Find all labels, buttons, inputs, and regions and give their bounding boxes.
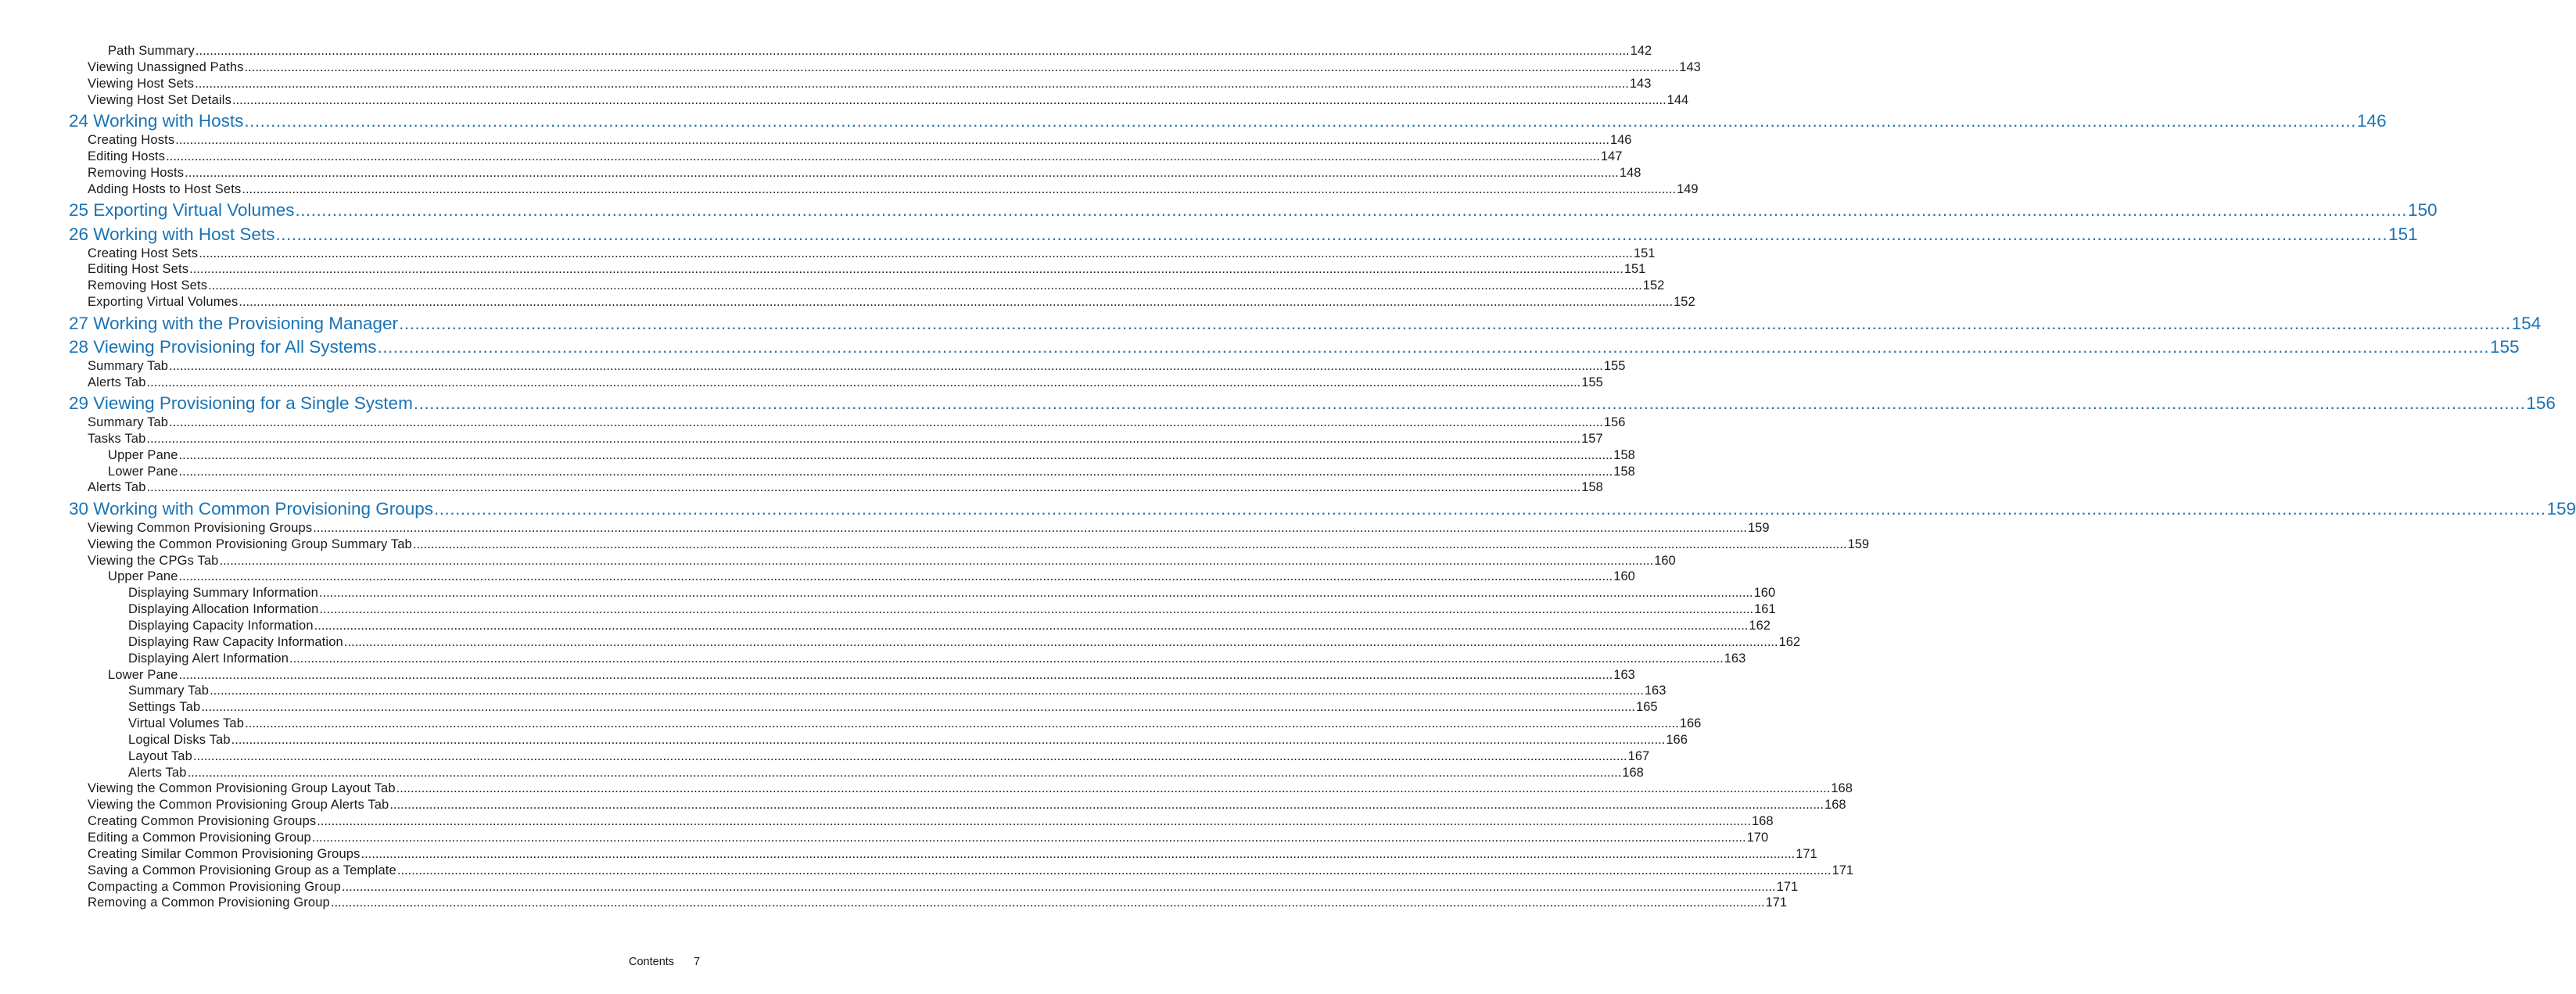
toc-entry-page: 152 [1642, 278, 1665, 292]
toc-entry-page: 156 [2526, 393, 2556, 413]
toc-entry-page: 158 [1613, 448, 1635, 462]
toc-entry-page: 171 [1765, 895, 1788, 910]
toc-dot-leader: ................................................................................................................................................................................................................................................................................................................................................................................................................ [210, 684, 1644, 698]
toc-entry-page: 154 [2511, 314, 2542, 333]
toc-entry-page: 161 [1754, 602, 1776, 616]
toc-entry-page: 168 [1831, 781, 1853, 795]
toc-entry-page: 147 [1600, 149, 1623, 163]
toc-dot-leader: ................................................................................................................................................................................................................................................................................................................................................................................................................ [244, 111, 2356, 131]
toc-entry-title: Removing Hosts [88, 166, 185, 180]
toc-entry-title: 24 Working with Hosts [69, 111, 244, 131]
toc-entry[interactable] [128, 618, 1771, 634]
toc-entry-title: Viewing Host Sets [88, 77, 195, 91]
toc-dot-leader: ................................................................................................................................................................................................................................................................................................................................................................................................................ [185, 166, 1619, 180]
toc-dot-leader: ................................................................................................................................................................................................................................................................................................................................................................................................................ [361, 847, 1796, 861]
toc-entry-title: Editing Host Sets [88, 262, 189, 276]
toc-chapter-entry[interactable] [69, 313, 2542, 335]
toc-dot-leader: ................................................................................................................................................................................................................................................................................................................................................................................................................ [295, 200, 2408, 220]
toc-entry-page: 168 [1752, 814, 1774, 828]
toc-entry-page: 151 [1623, 262, 1646, 276]
toc-entry-title: Lower Pane [108, 668, 178, 682]
toc-dot-leader: ................................................................................................................................................................................................................................................................................................................................................................................................................ [187, 766, 1622, 780]
toc-entry-page: 148 [1619, 166, 1641, 180]
toc-entry[interactable] [88, 76, 1652, 92]
toc-entry-page: 166 [1679, 716, 1702, 730]
toc-dot-leader: ................................................................................................................................................................................................................................................................................................................................................................................................................ [178, 668, 1613, 682]
toc-dot-leader: ................................................................................................................................................................................................................................................................................................................................................................................................................ [242, 182, 1677, 196]
toc-entry[interactable] [128, 732, 1688, 748]
toc-entry[interactable] [88, 879, 1799, 895]
toc-entry-title: Saving a Common Provisioning Group as a Template [88, 863, 396, 877]
toc-entry-title: Viewing Common Provisioning Groups [88, 521, 313, 535]
toc-entry-page: 162 [1778, 635, 1801, 649]
toc-entry-title: 27 Working with the Provisioning Manager [69, 314, 399, 333]
toc-entry[interactable] [128, 634, 1801, 651]
toc-entry-title: Alerts Tab [88, 375, 146, 389]
toc-dot-leader: ................................................................................................................................................................................................................................................................................................................................................................................................................ [396, 863, 1832, 877]
toc-entry-page: 158 [1613, 465, 1635, 479]
toc-entry[interactable] [88, 132, 1632, 149]
toc-entry-page: 163 [1724, 651, 1746, 666]
toc-entry[interactable] [108, 447, 1635, 464]
toc-dot-leader: ................................................................................................................................................................................................................................................................................................................................................................................................................ [343, 635, 1778, 649]
toc-entry-page: 146 [2356, 111, 2387, 131]
toc-entry-title: Creating Common Provisioning Groups [88, 814, 317, 828]
toc-entry-page: 151 [2388, 224, 2418, 244]
toc-entry[interactable] [88, 261, 1646, 278]
toc-entry-page: 170 [1746, 831, 1769, 845]
toc-entry-title: Alerts Tab [88, 480, 146, 494]
toc-entry-title: Viewing the CPGs Tab [88, 554, 219, 568]
toc-dot-leader: ................................................................................................................................................................................................................................................................................................................................................................................................................ [178, 569, 1613, 583]
toc-dot-leader: ................................................................................................................................................................................................................................................................................................................................................................................................................ [146, 480, 1581, 494]
toc-entry[interactable] [88, 431, 1603, 447]
toc-dot-leader: ................................................................................................................................................................................................................................................................................................................................................................................................................ [275, 224, 2388, 244]
toc-entry[interactable] [108, 569, 1635, 585]
toc-entry[interactable] [88, 797, 1846, 813]
toc-dot-leader: ................................................................................................................................................................................................................................................................................................................................................................................................................ [175, 133, 1609, 147]
toc-entry-page: 163 [1613, 668, 1635, 682]
toc-entry-title: Adding Hosts to Host Sets [88, 182, 242, 196]
toc-entry-title: Displaying Allocation Information [128, 602, 319, 616]
toc-entry[interactable] [88, 246, 1656, 262]
toc-dot-leader: ................................................................................................................................................................................................................................................................................................................................................................................................................ [434, 499, 2546, 519]
toc-dot-leader: ................................................................................................................................................................................................................................................................................................................................................................................................................ [341, 880, 1776, 894]
toc-entry[interactable] [88, 536, 1870, 553]
toc-dot-leader: ................................................................................................................................................................................................................................................................................................................................................................................................................ [189, 262, 1623, 276]
toc-dot-leader: ................................................................................................................................................................................................................................................................................................................................................................................................................ [219, 554, 1654, 568]
toc-dot-leader: ................................................................................................................................................................................................................................................................................................................................................................................................................ [178, 465, 1613, 479]
toc-entry[interactable] [88, 846, 1817, 863]
toc-entry-page: 171 [1776, 880, 1799, 894]
toc-chapter-entry[interactable] [69, 224, 2418, 246]
toc-entry-title: 25 Exporting Virtual Volumes [69, 200, 295, 220]
toc-entry-page: 162 [1749, 619, 1771, 633]
toc-entry-page: 166 [1666, 733, 1688, 747]
toc-entry-title: Settings Tab [128, 700, 201, 714]
toc-entry[interactable] [88, 375, 1603, 391]
toc-entry[interactable] [88, 92, 1689, 109]
toc-dot-leader: ................................................................................................................................................................................................................................................................................................................................................................................................................ [169, 359, 1603, 373]
toc-entry-page: 171 [1796, 847, 1817, 861]
toc-entry-page: 158 [1581, 480, 1603, 494]
toc-chapter-entry[interactable] [69, 336, 2520, 358]
toc-entry-title: Summary Tab [88, 359, 169, 373]
toc-entry-title: Creating Host Sets [88, 246, 199, 260]
toc-dot-leader: ................................................................................................................................................................................................................................................................................................................................................................................................................ [377, 337, 2490, 357]
toc-entry-page: 155 [1603, 359, 1626, 373]
toc-entry[interactable] [128, 716, 1702, 732]
toc-dot-leader: ................................................................................................................................................................................................................................................................................................................................................................................................................ [399, 314, 2511, 333]
toc-entry-page: 159 [1747, 521, 1770, 535]
toc-entry-title: Virtual Volumes Tab [128, 716, 245, 730]
toc-chapter-entry[interactable] [69, 498, 2576, 520]
toc-dot-leader: ................................................................................................................................................................................................................................................................................................................................................................................................................ [317, 814, 1751, 828]
toc-entry-title: Lower Pane [108, 465, 178, 479]
toc-entry[interactable] [128, 748, 1650, 765]
toc-entry[interactable] [108, 464, 1635, 480]
toc-dot-leader: ................................................................................................................................................................................................................................................................................................................................................................................................................ [245, 716, 1679, 730]
toc-entry-title: Viewing the Common Provisioning Group Summary Tab [88, 537, 412, 551]
footer-section-label: Contents [629, 956, 675, 968]
toc-dot-leader: ................................................................................................................................................................................................................................................................................................................................................................................................................ [146, 432, 1581, 446]
toc-dot-leader: ................................................................................................................................................................................................................................................................................................................................................................................................................ [314, 619, 1749, 633]
page-footer [0, 956, 746, 971]
toc-entry-page: 160 [1613, 569, 1635, 583]
toc-entry[interactable] [128, 651, 1746, 667]
toc-entry-title: 30 Working with Common Provisioning Groups [69, 499, 434, 519]
toc-dot-leader: ................................................................................................................................................................................................................................................................................................................................................................................................................ [330, 895, 1765, 910]
toc-entry[interactable] [128, 585, 1776, 601]
toc-dot-leader: ................................................................................................................................................................................................................................................................................................................................................................................................................ [201, 700, 1636, 714]
toc-dot-leader: ................................................................................................................................................................................................................................................................................................................................................................................................................ [239, 295, 1674, 309]
toc-entry[interactable] [88, 520, 1770, 536]
toc-entry-title: Upper Pane [108, 569, 178, 583]
toc-entry[interactable] [88, 59, 1701, 76]
toc-chapter-entry[interactable] [69, 393, 2556, 414]
toc-entry-title: Displaying Raw Capacity Information [128, 635, 343, 649]
toc-chapter-entry[interactable] [69, 110, 2387, 132]
toc-entry-page: 159 [1847, 537, 1870, 551]
toc-dot-leader: ................................................................................................................................................................................................................................................................................................................................................................................................................ [208, 278, 1642, 292]
toc-dot-leader: ................................................................................................................................................................................................................................................................................................................................................................................................................ [319, 602, 1754, 616]
toc-entry[interactable] [88, 358, 1626, 375]
toc-dot-leader: ................................................................................................................................................................................................................................................................................................................................................................................................................ [195, 77, 1629, 91]
toc-entry[interactable] [88, 553, 1676, 569]
toc-entry[interactable] [88, 149, 1623, 165]
toc-entry-page: 156 [1603, 415, 1626, 429]
toc-entry[interactable] [88, 278, 1665, 294]
toc-entry-title: Displaying Capacity Information [128, 619, 314, 633]
toc-entry-page: 142 [1630, 44, 1652, 58]
toc-dot-leader: ................................................................................................................................................................................................................................................................................................................................................................................................................ [244, 60, 1679, 74]
toc-entry[interactable] [128, 765, 1644, 781]
toc-entry-title: Alerts Tab [128, 766, 187, 780]
toc-entry-title: 26 Working with Host Sets [69, 224, 275, 244]
toc-entry[interactable] [128, 683, 1667, 699]
toc-entry-title: Exporting Virtual Volumes [88, 295, 239, 309]
toc-entry[interactable] [128, 699, 1658, 716]
toc-entry-page: 165 [1636, 700, 1658, 714]
toc-entry-page: 160 [1654, 554, 1676, 568]
toc-entry[interactable] [108, 43, 1652, 59]
toc-entry-title: Editing Hosts [88, 149, 166, 163]
toc-entry[interactable] [88, 294, 1695, 310]
toc-entry-title: Tasks Tab [88, 432, 146, 446]
toc-dot-leader: ................................................................................................................................................................................................................................................................................................................................................................................................................ [166, 149, 1600, 163]
toc-entry-title: Compacting a Common Provisioning Group [88, 880, 341, 894]
toc-entry-title: Summary Tab [128, 684, 210, 698]
toc-entry-page: 168 [1622, 766, 1644, 780]
toc-dot-leader: ................................................................................................................................................................................................................................................................................................................................................................................................................ [318, 586, 1753, 600]
toc-dot-leader: ................................................................................................................................................................................................................................................................................................................................................................................................................ [413, 393, 2526, 413]
toc-entry-title: Upper Pane [108, 448, 178, 462]
toc-entry-page: 163 [1644, 684, 1667, 698]
toc-entry[interactable] [88, 863, 1854, 879]
toc-entry-title: Creating Similar Common Provisioning Groups [88, 847, 361, 861]
toc-entry-page: 143 [1679, 60, 1701, 74]
toc-entry[interactable] [88, 780, 1853, 797]
toc-entry-page: 160 [1753, 586, 1776, 600]
toc-dot-leader: ................................................................................................................................................................................................................................................................................................................................................................................................................ [313, 521, 1747, 535]
toc-dot-leader: ................................................................................................................................................................................................................................................................................................................................................................................................................ [231, 93, 1667, 107]
toc-chapter-entry[interactable] [69, 199, 2438, 221]
toc-entry[interactable] [88, 165, 1641, 181]
toc-entry-title: Viewing the Common Provisioning Group Layout Tab [88, 781, 396, 795]
toc-entry[interactable] [88, 414, 1626, 431]
toc-dot-leader: ................................................................................................................................................................................................................................................................................................................................................................................................................ [396, 781, 1831, 795]
toc-entry-page: 155 [1581, 375, 1603, 389]
toc-entry-title: Creating Hosts [88, 133, 175, 147]
toc-dot-leader: ................................................................................................................................................................................................................................................................................................................................................................................................................ [389, 798, 1824, 812]
toc-entry-page: 167 [1627, 749, 1650, 763]
toc-entry[interactable] [128, 601, 1776, 618]
toc-entry[interactable] [108, 667, 1635, 684]
toc-entry-page: 151 [1633, 246, 1656, 260]
toc-entry-title: Displaying Summary Information [128, 586, 318, 600]
toc-entry-page: 171 [1832, 863, 1854, 877]
toc-entry-page: 168 [1824, 798, 1846, 812]
toc-entry-title: Path Summary [108, 44, 195, 58]
toc-entry-title: Summary Tab [88, 415, 169, 429]
toc-entry-page: 146 [1609, 133, 1632, 147]
toc-dot-leader: ................................................................................................................................................................................................................................................................................................................................................................................................................ [146, 375, 1581, 389]
toc-dot-leader: ................................................................................................................................................................................................................................................................................................................................................................................................................ [192, 749, 1627, 763]
toc-entry-page: 159 [2546, 499, 2576, 519]
toc-entry-title: Removing a Common Provisioning Group [88, 895, 330, 910]
toc-entry-page: 144 [1667, 93, 1689, 107]
toc-entry-title: Editing a Common Provisioning Group [88, 831, 311, 845]
toc-entry-title: Viewing the Common Provisioning Group Alerts Tab [88, 798, 389, 812]
toc-entry[interactable] [88, 830, 1769, 846]
toc-entry-page: 157 [1581, 432, 1603, 446]
toc-entry[interactable] [88, 479, 1603, 496]
toc-entry-title: Displaying Alert Information [128, 651, 289, 666]
toc-dot-leader: ................................................................................................................................................................................................................................................................................................................................................................................................................ [412, 537, 1847, 551]
toc-entry-title: Logical Disks Tab [128, 733, 231, 747]
toc-entry-title: Viewing Host Set Details [88, 93, 231, 107]
footer-page-number: 7 [694, 956, 701, 968]
toc-entry-title: 29 Viewing Provisioning for a Single System [69, 393, 413, 413]
toc-entry-title: 28 Viewing Provisioning for All Systems [69, 337, 377, 357]
toc-entry-title: Layout Tab [128, 749, 192, 763]
toc-entry-page: 150 [2408, 200, 2438, 220]
toc-dot-leader: ................................................................................................................................................................................................................................................................................................................................................................................................................ [199, 246, 1633, 260]
toc-dot-leader: ................................................................................................................................................................................................................................................................................................................................................................................................................ [231, 733, 1666, 747]
toc-dot-leader: ................................................................................................................................................................................................................................................................................................................................................................................................................ [311, 831, 1746, 845]
toc-entry-page: 143 [1629, 77, 1652, 91]
toc-dot-leader: ................................................................................................................................................................................................................................................................................................................................................................................................................ [289, 651, 1724, 666]
toc-entry-title: Viewing Unassigned Paths [88, 60, 244, 74]
toc-entry[interactable] [88, 813, 1774, 830]
toc-entry-page: 149 [1677, 182, 1699, 196]
toc-entry[interactable] [88, 181, 1699, 198]
toc-entry-page: 155 [2490, 337, 2520, 357]
toc-entry[interactable] [88, 895, 1788, 911]
toc-dot-leader: ................................................................................................................................................................................................................................................................................................................................................................................................................ [178, 448, 1613, 462]
toc-dot-leader: ................................................................................................................................................................................................................................................................................................................................................................................................................ [195, 44, 1630, 58]
toc-entry-page: 152 [1674, 295, 1695, 309]
toc-entry-title: Removing Host Sets [88, 278, 208, 292]
toc-dot-leader: ................................................................................................................................................................................................................................................................................................................................................................................................................ [169, 415, 1603, 429]
